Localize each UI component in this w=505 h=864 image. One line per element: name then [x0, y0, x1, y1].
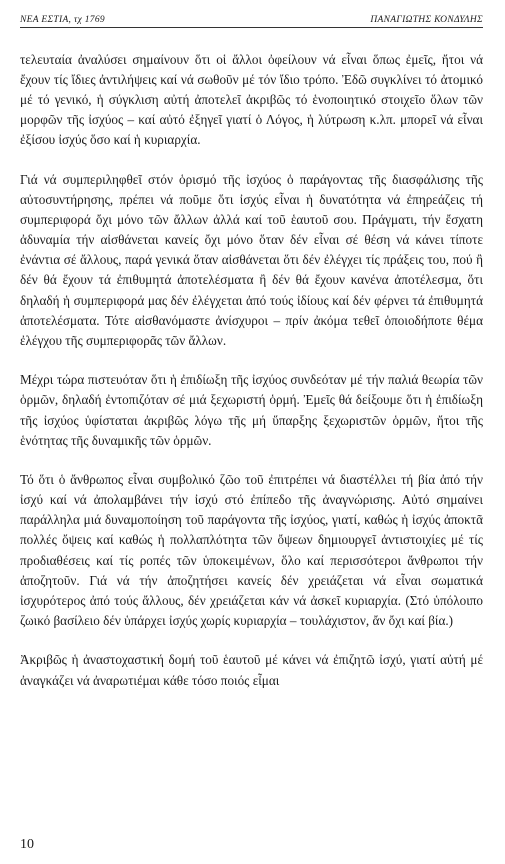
paragraph: Μέχρι τώρα πιστευόταν ὅτι ἡ ἐπιδίωξη τῆς ἰσχύος συνδεόταν μέ τήν παλιά θεωρία τῶν ὁρμῶν, δηλαδή ἐντοπιζόταν σέ μιά ξεχωριστή ὁρμή. Ἐμεῖς θά δείξουμε ὅτι ἡ ἐπιδίωξη τῆς ἰσχύος ὑφίσταται ἀκριβῶς λόγω τῆς μή ὕπαρξης ξεχωριστῶν ὁρμῶν, ἤτοι τῆς ἑνότητας τῆς δυναμικῆς τῶν ὁρμῶν.: [20, 372, 483, 448]
paragraph: Γιά νά συμπεριληφθεῖ στόν ὁρισμό τῆς ἰσχύος ὁ παράγοντας τῆς διασφάλισης τῆς αὐτοσυντήρησης, πρέπει νά ποῦμε ὅτι ἰσχύς εἶναι ἡ δυνατότητα νά ἐπηρεάζεις τή συμπεριφορά ὄχι μόνο τῶν ἄλλων ἀλλά καί τοῦ ἑαυτοῦ σου. Πράγματι, τήν ἔσχατη ἀδυναμία τήν αἰσθάνεται κανείς ὄχι μόνο ὅταν δέν εἶναι σέ θέση νά κάνει τίποτε ἐνάντια σέ ἄλλους, παρά γενικά ὅταν αἰσθάνεται ὅτι δέν ἐλέγχει τίς πράξεις του, πού ἢ δέν θά ἔχουν τά ἐπιθυμητά ἀποτελέσματα ἢ δέν θά ἔχουν κανένα ἀποτέλεσμα, ὅτι δηλαδή ἡ συμπεριφορά μας δέν ἐλέγχεται ἀπό τούς ἰδίους καί δέν φέρνει τά ἐπιθυμητά ἀποτελέσματα. Τότε αἰσθανόμαστε ἀνίσχυροι – πρίν ἀκόμα τεθεῖ ὁποιοδήποτε θέμα ἐλέγχου τῆς συμπεριφορᾶς τῶν ἄλλων.: [20, 171, 483, 348]
paragraph: τελευταία ἀναλύσει σημαίνουν ὅτι οἱ ἄλλοι ὀφείλουν νά εἶναι ὅπως ἐμεῖς, ἤτοι νά ἔχουν τίς ἴδιες ἀντιλήψεις καί νά σωθοῦν μέ τόν ἴδιο τρόπο. Ἐδῶ συγκλίνει τό ἀτομικό μέ τό γενικό, ἡ σύγκλιση αὐτή ἀποτελεῖ ἀκριβῶς τό ἑνοποιητικό στοιχεῖο ὅλων τῶν μορφῶν τῆς ἰσχύος – καί αὐτό ἐξηγεῖ γιατί ὁ Λόγος, ἡ λύτρωση κ.λπ. μπορεῖ νά εἶναι ἐξίσου ἰσχύς ὅσο καί ἡ κυριαρχία.: [20, 52, 483, 148]
header-author: ΠΑΝΑΓΙΩΤΗΣ ΚΟΝΔΥΛΗΣ: [370, 15, 483, 25]
header-journal-issue: ΝΕΑ ΕΣΤΙΑ, τχ 1769: [20, 15, 105, 25]
running-header: [20, 7, 483, 25]
paragraph: Τό ὅτι ὁ ἄνθρωπος εἶναι συμβολικό ζῶο τοῦ ἐπιτρέπει νά διαστέλλει τή βία ἀπό τήν ἰσχύ καί νά ἀπολαμβάνει τήν ἰσχύ στό ἐπίπεδο τῆς ἀναγνώρισης. Αὐτό σημαίνει παράλληλα μιά δυναμοποίηση τοῦ παράγοντα τῆς ἰσχύος, γιατί, καθώς ἡ ἰσχύς ἀποκτᾶ πολλές ὄψεις καί καθώς ἡ πολλαπλότητα τῶν ὄψεων δημιουργεῖ ἀντιστοιχίες μέ τίς προδιαθέσεις καί τίς ροπές τῶν ὑποκειμένων, ὅλο καί περισσότεροι ἄνθρωποι τήν ἀποζητοῦν. Γιά νά τήν ἀποζητήσει κανείς δέν χρειάζεται νά εἶναι σωματικά ἰσχυρότερος ἀπό τούς ἄλλους, δέν χρειάζεται κάν νά ἀσκεῖ κυριαρχία. (Στό ὑπόλοιπο ζωικό βασίλειο δέν ὑπάρχει ἰσχύς χωρίς κυριαρχία – τουλάχιστον, ἄν ὄχι καί βία.): [20, 472, 483, 628]
header-rule: [20, 27, 483, 28]
body-text: [20, 50, 483, 710]
paragraph: Ἀκριβῶς ἡ ἀναστοχαστική δομή τοῦ ἑαυτοῦ μέ κάνει νά ἐπιζητῶ ἰσχύ, γιατί αὐτή μέ ἀναγκάζει νά ἀναρωτιέμαι κάθε τόσο ποιός εἶμαι: [20, 652, 483, 688]
page-number: 10: [20, 837, 34, 852]
